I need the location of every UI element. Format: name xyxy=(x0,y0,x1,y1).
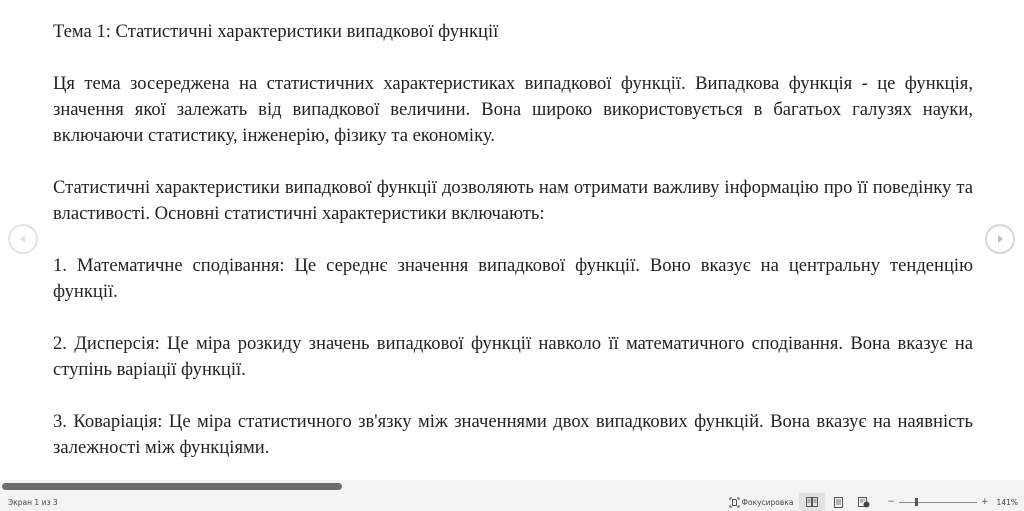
print-layout-button[interactable] xyxy=(825,493,851,511)
focus-icon xyxy=(729,497,740,508)
paragraph-covariance: 3. Коваріація: Це міра статистичного зв'язку між значеннями двох випадкових функцій. Вона вказує на наявність залежності між функціями. xyxy=(53,411,973,458)
zoom-slider-track xyxy=(899,502,977,503)
horizontal-scrollbar[interactable] xyxy=(0,480,1024,493)
paragraph-variance: 2. Дисперсія: Це міра розкиду значень випадкової функції навколо її математичного сподівання. Вона вказує на ступінь варіації функції. xyxy=(53,333,973,380)
zoom-slider-handle[interactable] xyxy=(915,498,918,506)
status-bar xyxy=(0,493,1024,511)
document-title: Тема 1: Статистичні характеристики випадкової функції xyxy=(53,21,499,42)
zoom-level[interactable]: 141% xyxy=(996,497,1018,507)
zoom-control xyxy=(887,497,988,507)
paragraph-characteristics: Статистичні характеристики випадкової функції дозволяють нам отримати важливу інформацію про її поведінку та властивості. Основні статистичні характеристики включають: xyxy=(53,177,973,224)
zoom-out-button[interactable]: − xyxy=(887,497,895,507)
paragraph-intro: Ця тема зосереджена на статистичних характеристиках випадкової функції. Випадкова функція - це функція, значення якої залежать від випадкової величини. Вона широко використовується в багатьох галузях науки, включаючи статистику, інженерію, фізику та економіку. xyxy=(53,73,973,146)
book-open-icon xyxy=(806,497,818,507)
zoom-slider[interactable] xyxy=(899,497,977,507)
focus-mode-button[interactable] xyxy=(723,493,800,511)
web-layout-button[interactable] xyxy=(851,493,877,511)
read-mode-button[interactable] xyxy=(799,493,825,511)
next-screen-button[interactable] xyxy=(985,224,1015,254)
page-icon xyxy=(834,497,843,508)
chevron-left-icon xyxy=(17,233,29,245)
web-layout-icon xyxy=(858,497,870,508)
focus-mode-label: Фокусировка xyxy=(741,497,794,507)
zoom-in-button[interactable]: + xyxy=(981,497,989,507)
scrollbar-thumb[interactable] xyxy=(2,483,342,490)
play-right-icon xyxy=(994,233,1006,245)
previous-screen-button[interactable] xyxy=(8,224,38,254)
paragraph-expectation: 1. Математичне сподівання: Це середнє значення випадкової функції. Воно вказує на центральну тенденцію функції. xyxy=(53,255,973,302)
screen-counter: Экран 1 из 3 xyxy=(8,498,58,507)
document-content xyxy=(53,19,973,487)
